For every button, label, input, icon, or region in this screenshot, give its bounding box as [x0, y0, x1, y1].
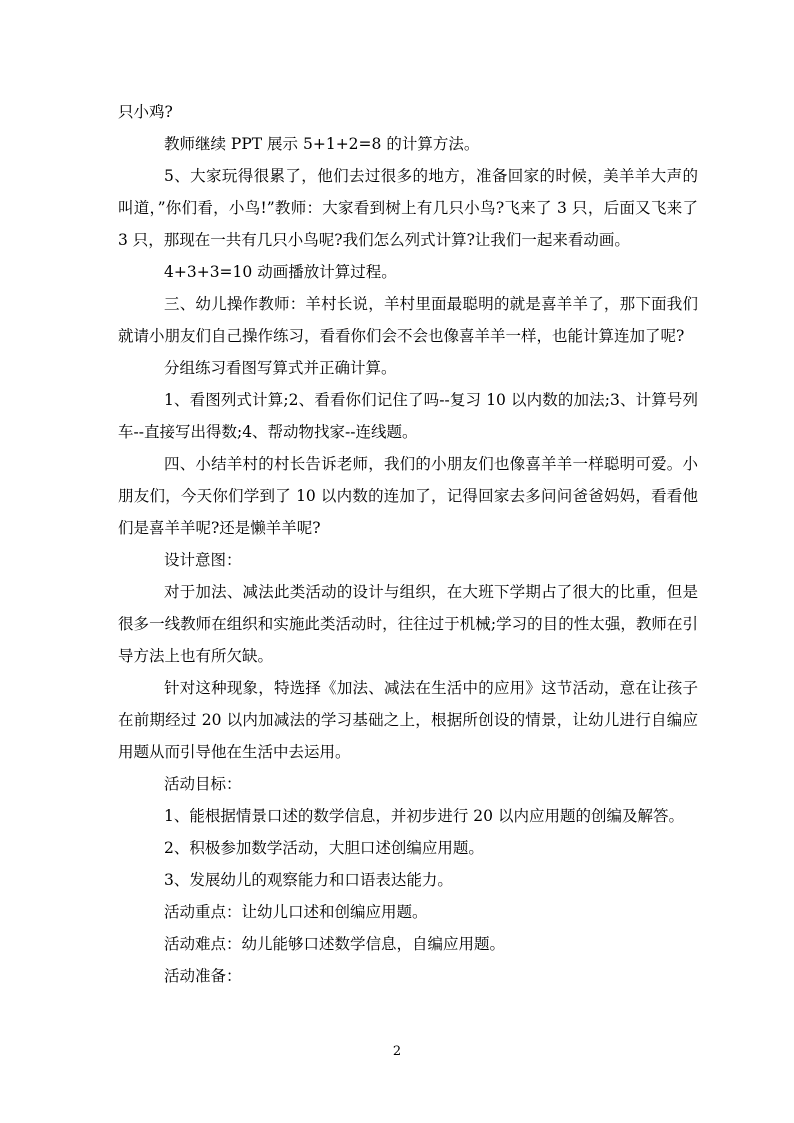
paragraph: 5、大家玩得很累了，他们去过很多的地方，准备回家的时候，美羊羊大声的叫道，”你们看，小鸟!”教师：大家看到树上有几只小鸟?飞来了 3 只，后面又飞来了 3 只，那现在一共有几只小鸟呢?我们怎么列式计算?让我们一起来看动画。: [118, 167, 698, 249]
document-body: [118, 96, 698, 992]
paragraph: 四、小结羊村的村长告诉老师，我们的小朋友们也像喜羊羊一样聪明可爱。小朋友们，今天你们学到了 10 以内数的连加了，记得回家去多问问爸爸妈妈，看看他们是喜羊羊呢?还是懒羊羊呢?: [118, 455, 698, 537]
paragraph: 活动重点：让幼儿口述和创编应用题。: [164, 903, 428, 921]
paragraph: 针对这种现象，特选择《加法、减法在生活中的应用》这节活动，意在让孩子在前期经过 20 以内加减法的学习基础之上，根据所创设的情景，让幼儿进行自编应用题从而引导他在生活中去运用。: [118, 679, 698, 761]
paragraph: 1、能根据情景口述的数学信息，并初步进行 20 以内应用题的创编及解答。: [164, 807, 684, 825]
paragraph: 2、积极参加数学活动，大胆口述创编应用题。: [164, 839, 484, 857]
paragraph: 3、发展幼儿的观察能力和口语表达能力。: [164, 871, 453, 889]
paragraph: 分组练习看图写算式并正确计算。: [164, 359, 397, 377]
page-number: 2: [392, 1044, 402, 1059]
paragraph: 三、幼儿操作教师：羊村长说，羊村里面最聪明的就是喜羊羊了，那下面我们就请小朋友们自己操作练习，看看你们会不会也像喜羊羊一样，也能计算连加了呢?: [118, 295, 698, 345]
paragraph: 只小鸡?: [118, 103, 173, 121]
paragraph: 对于加法、减法此类活动的设计与组织，在大班下学期占了很大的比重，但是很多一线教师在组织和实施此类活动时，往往过于机械;学习的目的性太强，教师在引导方法上也有所欠缺。: [118, 583, 698, 665]
section-heading: 设计意图：: [164, 551, 242, 569]
paragraph: 教师继续 PPT 展示 5+1+2=8 的计算方法。: [164, 135, 480, 153]
paragraph: 1、看图列式计算;2、看看你们记住了吗--复习 10 以内数的加法;3、计算号列车--直接写出得数;4、帮动物找家--连线题。: [118, 391, 698, 441]
section-heading: 活动准备：: [164, 967, 242, 985]
paragraph: 4+3+3=10 动画播放计算过程。: [164, 263, 397, 281]
section-heading: 活动目标：: [164, 775, 242, 793]
paragraph: 活动难点：幼儿能够口述数学信息，自编应用题。: [164, 935, 506, 953]
